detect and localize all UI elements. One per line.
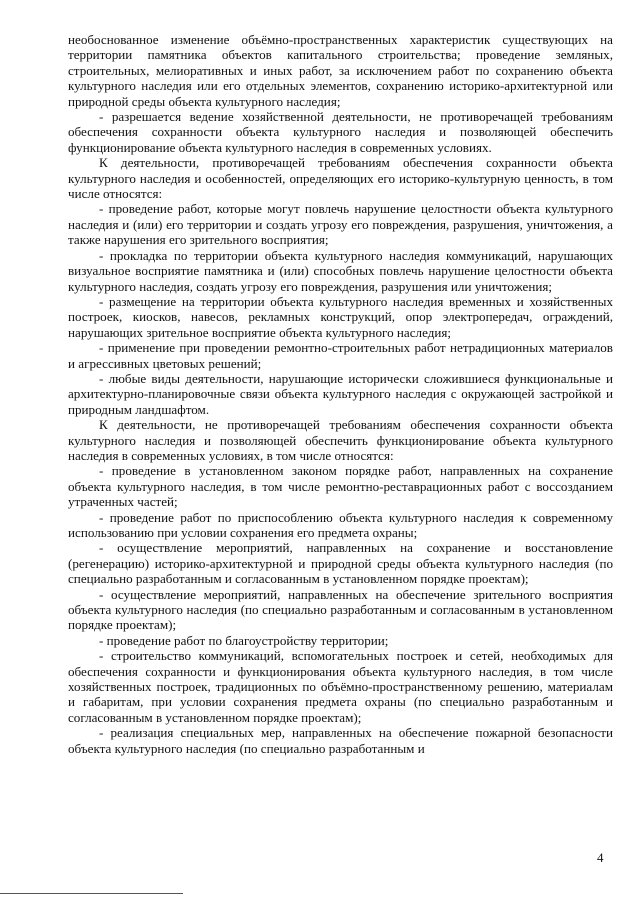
list-item: - проведение в установленном законом порядке работ, направленных на сохранение объекта культурного наследия, в том числе ремонтно-реставрационных работ с воссозданием утраченных частей; (68, 463, 613, 510)
list-item: - реализация специальных мер, направленных на обеспечение пожарной безопасности объекта культурного наследия (по специально разработанным и (68, 725, 613, 756)
list-item: - осуществление мероприятий, направленных на сохранение и восстановление (регенерацию) историко-архитектурной и природной среды объекта культурного наследия (по специально разработанным и согласованным в установленном порядке проектам); (68, 540, 613, 587)
list-item: - проведение работ по приспособлению объекта культурного наследия к современному использованию при условии сохранения его предмета охраны; (68, 509, 613, 540)
list-item: - прокладка по территории объекта культурного наследия коммуникаций, нарушающих визуальное восприятие памятника и (или) способных повлечь нарушение целостности объекта культурного наследия, создать угрозу его повреждения, разрушения или уничтожения; (68, 247, 613, 294)
list-item: - проведение работ по благоустройству территории; (99, 632, 389, 648)
list-item: - разрешается ведение хозяйственной деятельности, не противоречащей требованиям обеспечения сохранности объекта культурного наследия и позволяющей обеспечить функционирование объекта культурного наследия в современных условиях. (68, 109, 613, 155)
list-item: - осуществление мероприятий, направленных на обеспечение зрительного восприятия объекта культурного наследия (по специально разработанным и согласованным в установленном порядке проектам); (68, 586, 613, 633)
body-paragraph: необоснованное изменение объёмно-пространственных характеристик существующих на территории памятника объектов капитального строительства; проведение земляных, строительных, мелиоративных и иных работ, за исключением работ по сохранению объекта культурного наследия или его отдельных элементов, сохранению историко-архитектурной или природной среды объекта культурного наследия; (68, 32, 613, 109)
list-item: - применение при проведении ремонтно-строительных работ нетрадиционных материалов и агрессивных цветовых решений; (68, 340, 613, 371)
list-item: - строительство коммуникаций, вспомогательных построек и сетей, необходимых для обеспечения сохранности и функционирования объекта культурного наследия, в том числе хозяйственных построек, традиционных по объёмно-пространственному решению, материалам и габаритам, при условии сохранения предмета охраны (по специально разработанным и согласованным в установленном порядке проектам); (68, 648, 613, 725)
body-paragraph: К деятельности, не противоречащей требованиям обеспечения сохранности объекта культурного наследия и позволяющей обеспечить функционирование объекта культурного наследия в современных условиях, в том числе относятся: (68, 417, 613, 463)
footer-divider (0, 893, 183, 894)
list-item: - любые виды деятельности, нарушающие исторически сложившиеся функциональные и архитектурно-планировочные связи объекта культурного наследия с окружающей застройкой и природным ландшафтом. (68, 370, 613, 417)
document-page (68, 32, 613, 756)
list-item: - размещение на территории объекта культурного наследия временных и хозяйственных построек, киосков, навесов, рекламных конструкций, опор электропередач, ограждений, нарушающих зрительное восприятие объекта культурного наследия; (68, 293, 613, 340)
list-item: - проведение работ, которые могут повлечь нарушение целостности объекта культурного наследия и (или) его территории и создать угрозу его повреждения, разрушения, уничтожения, а также нарушения его зрительного восприятия; (68, 201, 613, 248)
body-paragraph: К деятельности, противоречащей требованиям обеспечения сохранности объекта культурного наследия и особенностей, определяющих его историко-культурную ценность, в том числе относятся: (68, 155, 613, 202)
page-number: 4 (597, 850, 604, 865)
